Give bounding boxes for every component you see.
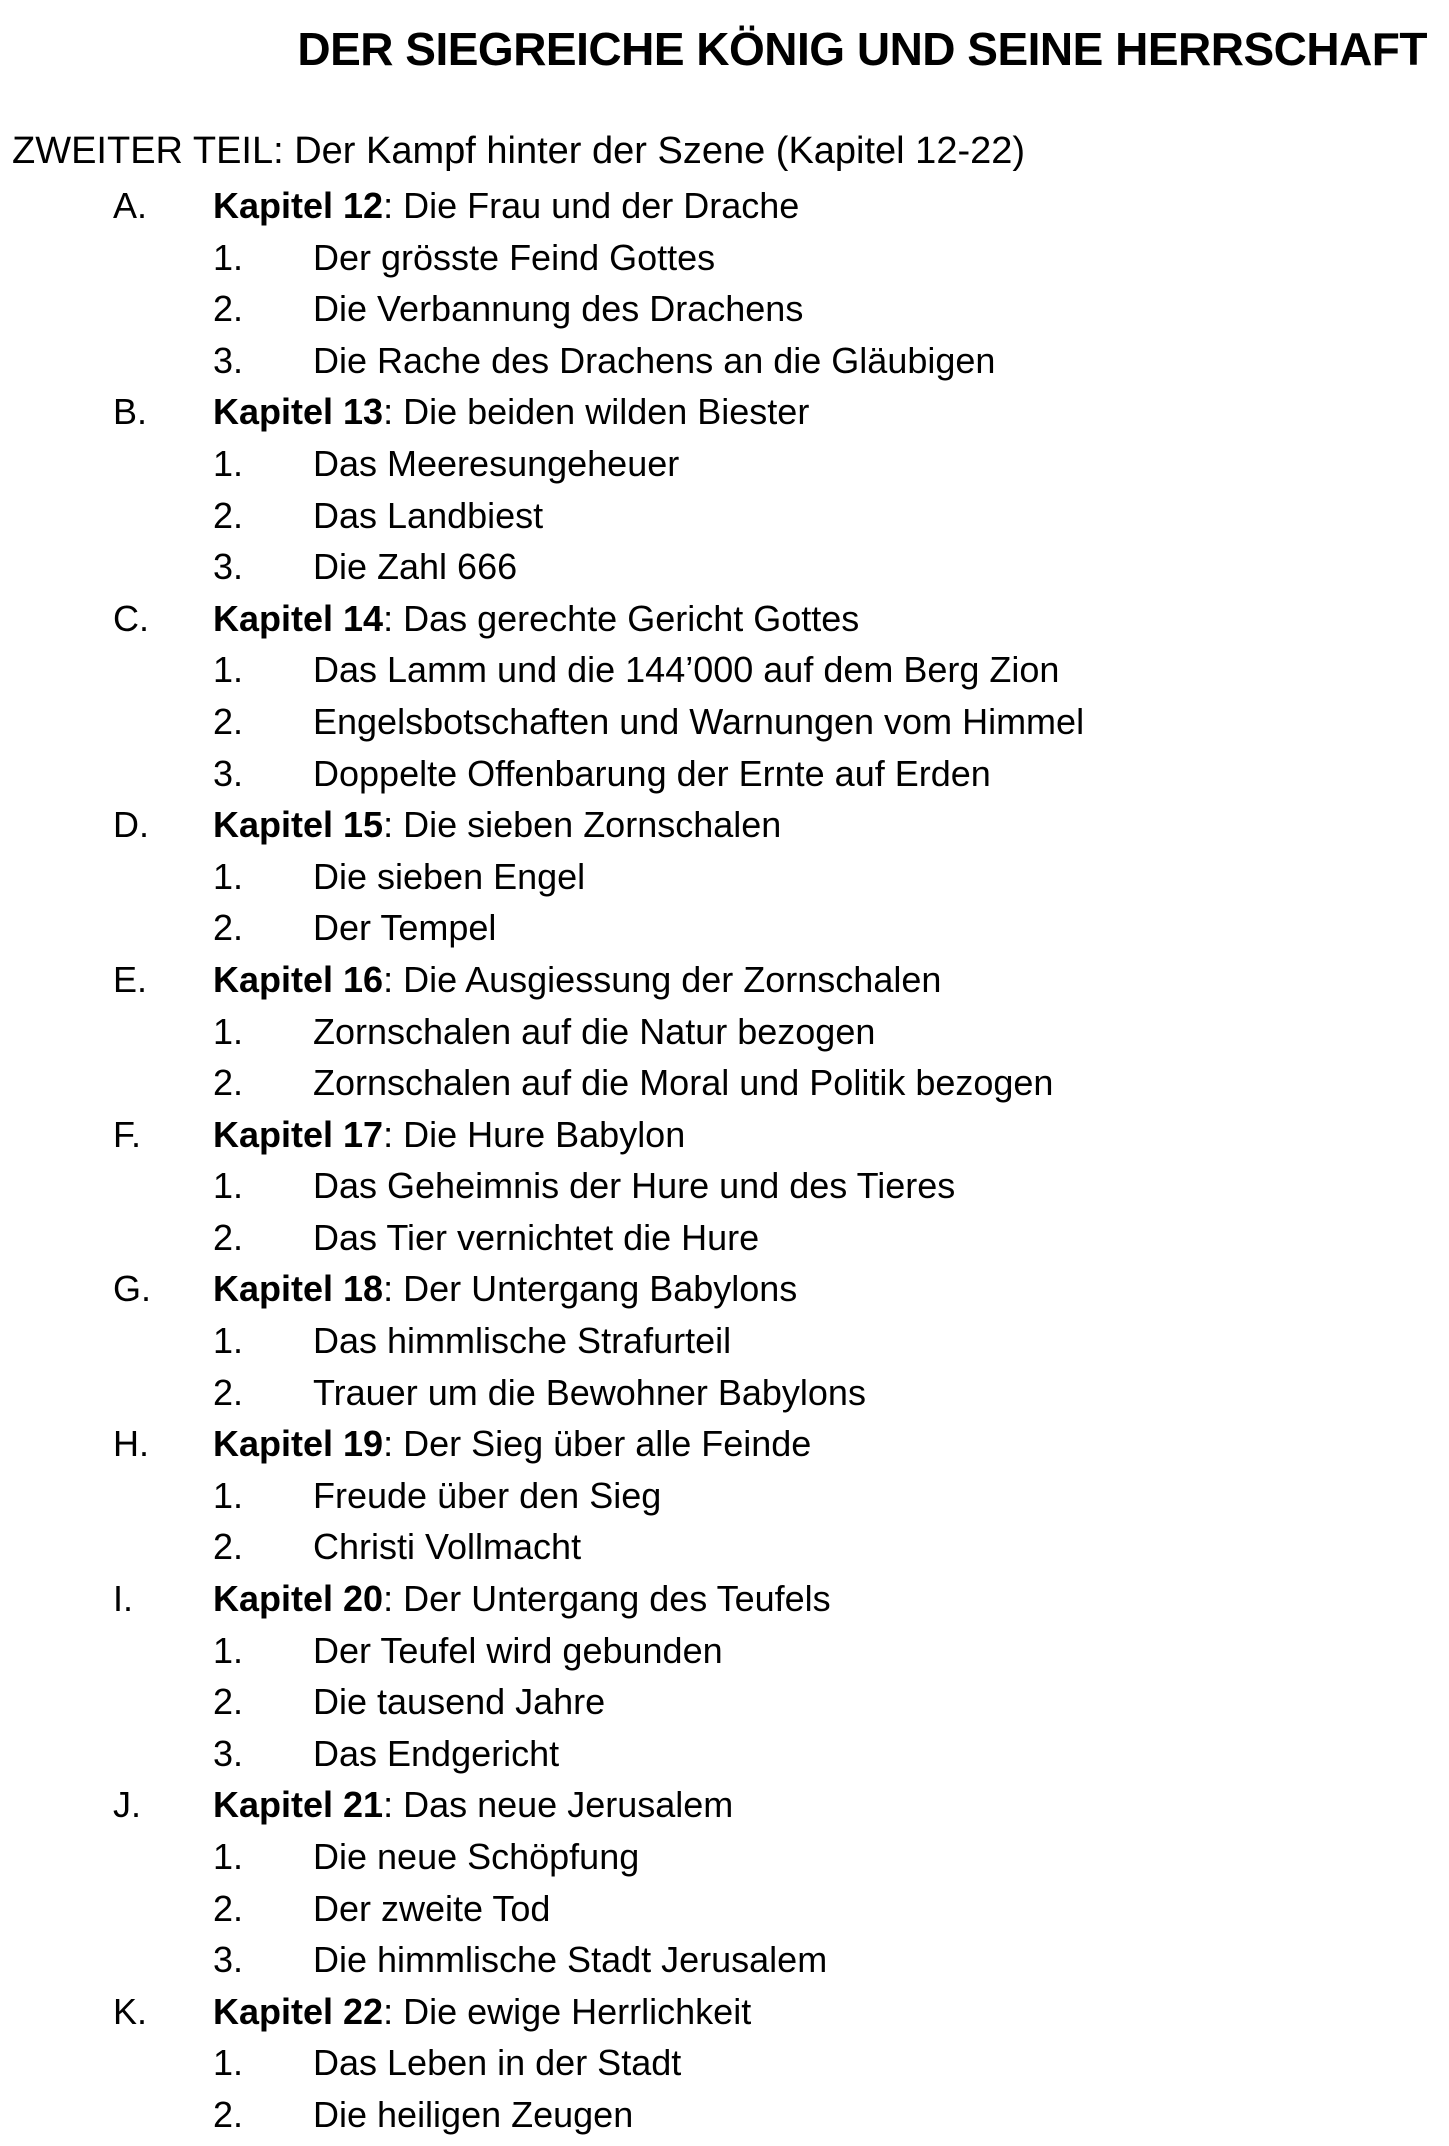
item-number: 2. — [213, 1216, 244, 1258]
section-heading — [213, 1418, 811, 1470]
outline-item — [0, 232, 1449, 284]
outline-section — [0, 1573, 1449, 1625]
item-text: Trauer um die Bewohner Babylons — [313, 1371, 866, 1413]
outline-section — [0, 386, 1449, 438]
item-number: 1. — [213, 236, 244, 278]
item-text: Zornschalen auf die Natur bezogen — [313, 1010, 876, 1052]
section-title: : Die beiden wilden Biester — [383, 391, 810, 433]
item-number: 2. — [213, 494, 244, 536]
section-letter: F. — [113, 1113, 142, 1155]
item-number: 2. — [213, 700, 244, 742]
section-chapter-label: Kapitel 18 — [213, 1268, 384, 1310]
item-number: 3. — [213, 752, 244, 794]
section-title: : Der Untergang Babylons — [383, 1268, 798, 1310]
outline-item — [0, 1728, 1449, 1780]
item-number: 2. — [213, 1887, 244, 1929]
item-text: Die Rache des Drachens an die Gläubigen — [313, 339, 996, 381]
item-number: 1. — [213, 855, 244, 897]
item-text: Christi Vollmacht — [313, 1526, 582, 1568]
part-heading: ZWEITER TEIL: Der Kampf hinter der Szene (Kapitel 12-22) — [12, 130, 1026, 172]
item-text: Die neue Schöpfung — [313, 1836, 640, 1877]
section-title: : Die Frau und der Drache — [383, 185, 800, 226]
section-title: : Der Untergang des Teufels — [383, 1578, 831, 1620]
item-text: Die Verbannung des Drachens — [313, 288, 804, 330]
item-text: Die himmlische Stadt Jerusalem — [313, 1939, 828, 1981]
outline-item — [0, 1521, 1449, 1573]
item-text: Die tausend Jahre — [313, 1681, 606, 1723]
item-number: 2. — [213, 1062, 244, 1104]
outline-item — [0, 283, 1449, 335]
outline-section — [0, 1418, 1449, 1470]
chapter-outline — [0, 180, 1449, 2141]
section-heading — [213, 1986, 751, 2038]
outline-item — [0, 438, 1449, 490]
item-number: 1. — [213, 442, 244, 484]
item-number: 2. — [213, 2093, 244, 2135]
outline-section — [0, 1263, 1449, 1315]
item-number: 2. — [213, 1371, 244, 1413]
item-text: Zornschalen auf die Moral und Politik bezogen — [313, 1062, 1054, 1104]
item-number: 3. — [213, 1939, 244, 1981]
section-letter: E. — [113, 958, 148, 1000]
outline-item — [0, 2037, 1449, 2089]
document-title: DER SIEGREICHE KÖNIG UND SEINE HERRSCHAFT — [297, 23, 1427, 75]
outline-item — [0, 748, 1449, 800]
outline-section — [0, 799, 1449, 851]
section-title: : Die sieben Zornschalen — [383, 804, 782, 846]
item-text: Das Tier vernichtet die Hure — [313, 1216, 760, 1258]
section-chapter-label: Kapitel 12 — [213, 185, 384, 226]
outline-item — [0, 1883, 1449, 1935]
item-text: Der Tempel — [313, 907, 497, 949]
outline-item — [0, 696, 1449, 748]
outline-section — [0, 180, 1449, 232]
item-text: Die Zahl 666 — [313, 546, 518, 588]
item-text: Der zweite Tod — [313, 1887, 551, 1929]
outline-section — [0, 1986, 1449, 2038]
section-title: : Die Ausgiessung der Zornschalen — [383, 958, 942, 1000]
section-letter: H. — [113, 1423, 149, 1465]
section-letter: C. — [113, 597, 149, 639]
item-text: Der Teufel wird gebunden — [313, 1629, 723, 1671]
item-number: 1. — [213, 649, 244, 691]
outline-item — [0, 1831, 1449, 1883]
section-heading — [213, 799, 781, 851]
section-letter: K. — [113, 1990, 148, 2032]
item-number: 2. — [213, 907, 244, 949]
item-number: 2. — [213, 288, 244, 330]
section-letter: J. — [113, 1784, 142, 1826]
item-number: 1. — [213, 1474, 244, 1516]
item-text: Das Leben in der Stadt — [313, 2042, 682, 2084]
outline-item — [0, 1934, 1449, 1986]
item-number: 3. — [213, 546, 244, 588]
section-chapter-label: Kapitel 22 — [213, 1990, 384, 2032]
item-number: 1. — [213, 1629, 244, 1671]
section-heading — [213, 1573, 831, 1625]
outline-item — [0, 541, 1449, 593]
item-number: 2. — [213, 1681, 244, 1723]
outline-item — [0, 644, 1449, 696]
outline-item — [0, 1676, 1449, 1728]
outline-item — [0, 1367, 1449, 1419]
section-letter: B. — [113, 391, 148, 433]
outline-item — [0, 1212, 1449, 1264]
item-text: Das Landbiest — [313, 494, 544, 536]
outline-section — [0, 1109, 1449, 1161]
section-chapter-label: Kapitel 21 — [213, 1784, 384, 1826]
section-title: : Das gerechte Gericht Gottes — [383, 597, 860, 639]
outline-section — [0, 1779, 1449, 1831]
outline-item — [0, 335, 1449, 387]
section-chapter-label: Kapitel 20 — [213, 1578, 384, 1620]
item-number: 1. — [213, 2042, 244, 2084]
section-chapter-label: Kapitel 16 — [213, 958, 384, 1000]
section-chapter-label: Kapitel 19 — [213, 1423, 384, 1465]
item-text: Das himmlische Strafurteil — [313, 1320, 732, 1362]
item-number: 1. — [213, 1836, 244, 1877]
section-title: : Die Hure Babylon — [383, 1113, 686, 1155]
item-text: Das Meeresungeheuer — [313, 442, 680, 484]
outline-item — [0, 490, 1449, 542]
section-chapter-label: Kapitel 13 — [213, 391, 384, 433]
section-title: : Das neue Jerusalem — [383, 1784, 734, 1826]
item-number: 1. — [213, 1320, 244, 1362]
section-chapter-label: Kapitel 14 — [213, 597, 384, 639]
item-text: Das Lamm und die 144’000 auf dem Berg Zion — [313, 649, 1060, 691]
section-chapter-label: Kapitel 17 — [213, 1113, 384, 1155]
section-chapter-label: Kapitel 15 — [213, 804, 384, 846]
item-number: 2. — [213, 1526, 244, 1568]
item-number: 3. — [213, 339, 244, 381]
outline-item — [0, 1160, 1449, 1212]
section-title: : Der Sieg über alle Feinde — [383, 1423, 812, 1465]
item-text: Das Endgericht — [313, 1732, 560, 1774]
outline-section — [0, 593, 1449, 645]
outline-item — [0, 902, 1449, 954]
outline-item — [0, 1470, 1449, 1522]
section-heading — [213, 1109, 685, 1161]
outline-section — [0, 954, 1449, 1006]
item-text: Der grösste Feind Gottes — [313, 236, 716, 278]
section-letter: A. — [113, 185, 148, 226]
section-heading — [213, 1779, 733, 1831]
item-text: Doppelte Offenbarung der Ernte auf Erden — [313, 752, 991, 794]
outline-item — [0, 1057, 1449, 1109]
item-number: 3. — [213, 1732, 244, 1774]
section-heading — [213, 954, 941, 1006]
section-title: : Die ewige Herrlichkeit — [383, 1990, 752, 2032]
item-text: Die heiligen Zeugen — [313, 2093, 634, 2135]
item-text: Freude über den Sieg — [313, 1474, 662, 1516]
section-letter: D. — [113, 804, 149, 846]
outline-item — [0, 1315, 1449, 1367]
outline-item — [0, 1625, 1449, 1677]
section-letter: I. — [113, 1578, 134, 1620]
item-text: Engelsbotschaften und Warnungen vom Himmel — [313, 700, 1085, 742]
section-heading — [213, 386, 809, 438]
outline-item — [0, 1006, 1449, 1058]
section-letter: G. — [113, 1268, 152, 1310]
outline-item — [0, 851, 1449, 903]
item-number: 1. — [213, 1165, 244, 1207]
section-heading — [213, 593, 859, 645]
item-number: 1. — [213, 1010, 244, 1052]
item-text: Die sieben Engel — [313, 855, 586, 897]
item-text: Das Geheimnis der Hure und des Tieres — [313, 1165, 956, 1207]
section-heading — [213, 180, 799, 232]
section-heading — [213, 1263, 797, 1315]
outline-item — [0, 2089, 1449, 2141]
